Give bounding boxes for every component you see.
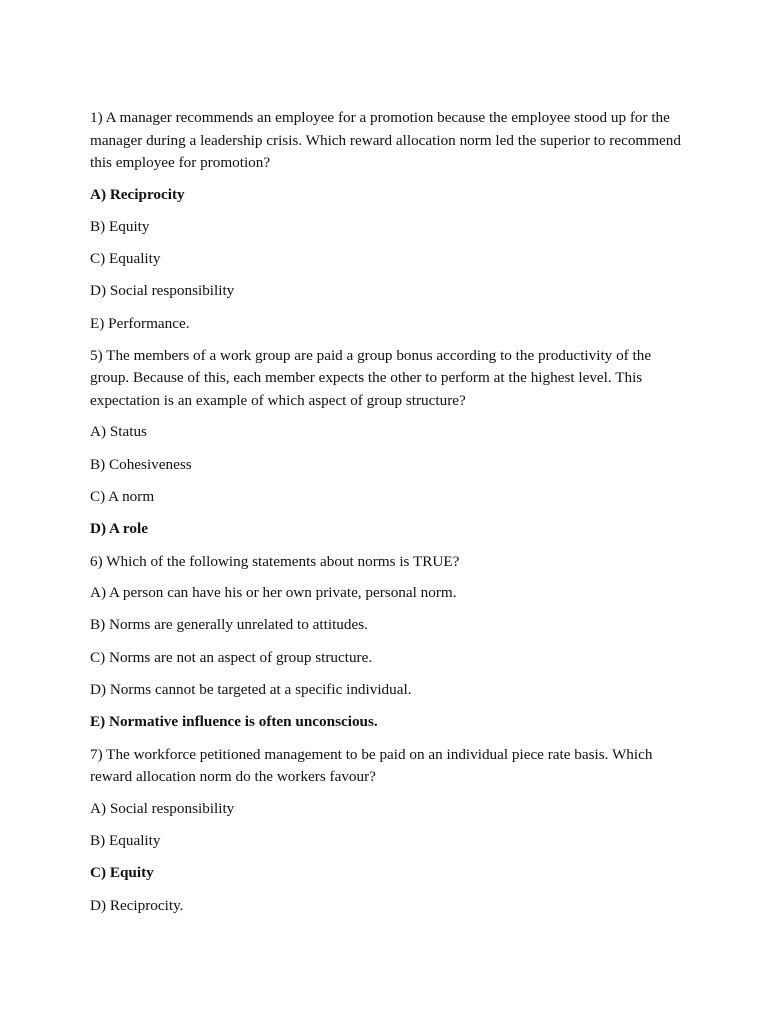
answer-option: B) Equity bbox=[90, 217, 150, 235]
answer-option: E) Performance. bbox=[90, 314, 190, 332]
question-text: 7) The workforce petitioned management to be paid on an individual piece rate basis. Which reward allocation norm do the workers favour? bbox=[90, 745, 653, 786]
answer-option: A) Status bbox=[90, 423, 147, 441]
answer-option: A) Social responsibility bbox=[90, 799, 235, 817]
answer-option-correct: D) A role bbox=[90, 520, 148, 538]
question-text: 1) A manager recommends an employee for a promotion because the employee stood up for the manager during a leadership crisis. Which reward allocation norm led the superior to recommend this employee for promotion? bbox=[90, 109, 681, 171]
answer-option-correct: C) Equity bbox=[90, 864, 154, 882]
answer-option: C) Equality bbox=[90, 250, 161, 268]
question-block bbox=[90, 107, 688, 335]
question-block bbox=[90, 551, 688, 734]
answer-option: D) Social responsibility bbox=[90, 282, 235, 300]
answer-option: C) Norms are not an aspect of group structure. bbox=[90, 648, 373, 666]
question-block bbox=[90, 744, 688, 917]
answer-option: D) Norms cannot be targeted at a specific individual. bbox=[90, 681, 412, 699]
answer-option: D) Reciprocity. bbox=[90, 896, 184, 914]
answer-option-correct: E) Normative influence is often unconscious. bbox=[90, 713, 378, 731]
answer-option: B) Norms are generally unrelated to attitudes. bbox=[90, 616, 368, 634]
answer-option: B) Equality bbox=[90, 831, 161, 849]
answer-option: B) Cohesiveness bbox=[90, 455, 192, 473]
question-text: 6) Which of the following statements about norms is TRUE? bbox=[90, 552, 460, 570]
question-text: 5) The members of a work group are paid a group bonus according to the productivity of the group. Because of this, each member expects the other to perform at the highest level. This expectation is an example of which aspect of group structure? bbox=[90, 346, 652, 409]
question-block bbox=[90, 345, 688, 541]
answer-option: C) A norm bbox=[90, 488, 155, 506]
answer-option: A) A person can have his or her own private, personal norm. bbox=[90, 584, 457, 602]
answer-option-correct: A) Reciprocity bbox=[90, 185, 185, 203]
